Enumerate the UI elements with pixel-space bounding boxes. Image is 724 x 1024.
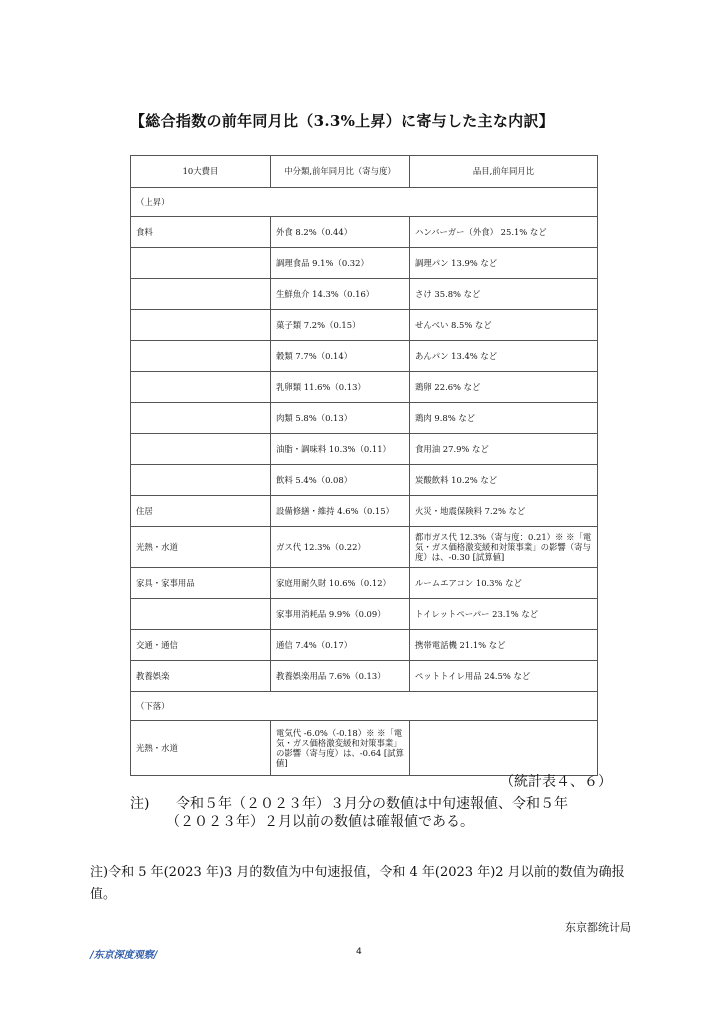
note-jp-line-2: （２０２３年）２月以前の数値は確報値である。 [166,814,474,830]
category-cell: 食料 [131,217,271,248]
table-row [131,341,598,372]
subcategory-cell: 電気代 -6.0%（-0.18）※ ※「電気・ガス価格激変緩和対策事業」の影響（寄与度）は、-0.64 [試算値] [271,721,410,776]
table-row [131,568,598,599]
table-row [131,721,598,776]
item-cell: あんパン 13.4% など [410,341,598,372]
note-chinese: 注)令和 5 年(2023 年)3 月的数值为中旬速报值，令和 4 年(2023 年)2 月以前的数值为确报值。 [90,865,625,902]
item-cell: さけ 35.8% など [410,279,598,310]
subcategory-cell: 外食 8.2%（0.44） [271,217,410,248]
source-reference: （統計表４、６） [500,774,612,790]
table-row [131,661,598,692]
table-row [131,434,598,465]
table-row [131,599,598,630]
category-cell: 家具・家事用品 [131,568,271,599]
category-cell: 教養娯楽 [131,661,271,692]
table-row [131,310,598,341]
category-cell: 光熱・水道 [131,527,271,568]
page-number: 4 [356,947,362,957]
item-cell: 鶏肉 9.8% など [410,403,598,434]
section-row-up [131,188,598,217]
item-cell: 調理パン 13.9% など [410,248,598,279]
table-row [131,465,598,496]
page-title: 【総合指数の前年同月比（3.3%上昇）に寄与した主な内訳】 [130,112,555,130]
subcategory-cell: 家事用消耗品 9.9%（0.09） [271,599,410,630]
category-cell [131,434,271,465]
header-subcategory: 中分類,前年同月比（寄与度） [271,156,410,188]
note-label: 注) [130,796,150,812]
item-cell: ルームエアコン 10.3% など [410,568,598,599]
item-cell: 食用油 27.9% など [410,434,598,465]
item-cell: ペットトイレ用品 24.5% など [410,661,598,692]
table-row [131,496,598,527]
subcategory-cell: 飲料 5.4%（0.08） [271,465,410,496]
subcategory-cell: 肉類 5.8%（0.13） [271,403,410,434]
item-cell: 鶏卵 22.6% など [410,372,598,403]
subcategory-cell: 菓子類 7.2%（0.15） [271,310,410,341]
category-cell [131,599,271,630]
subcategory-cell: 乳卵類 11.6%（0.13） [271,372,410,403]
table-row [131,248,598,279]
subcategory-cell: 穀類 7.7%（0.14） [271,341,410,372]
category-cell [131,465,271,496]
item-cell: 炭酸飲料 10.2% など [410,465,598,496]
subcategory-cell: 油脂・調味料 10.3%（0.11） [271,434,410,465]
table-row [131,527,598,568]
item-cell: 火災・地震保険料 7.2% など [410,496,598,527]
item-cell: 都市ガス代 12.3%（寄与度：0.21）※ ※「電気・ガス価格激変緩和対策事業」の影響（寄与度）は、-0.30 [試算値] [410,527,598,568]
category-cell [131,310,271,341]
note-japanese [130,795,600,831]
item-cell [410,721,598,776]
section-label-down: （下落） [131,692,598,721]
note-jp-line-1 [130,795,600,813]
subcategory-cell: 生鮮魚介 14.3%（0.16） [271,279,410,310]
bureau-name: 东京都统计局 [565,921,631,934]
watermark: /东京深度观察/ [90,950,158,961]
subcategory-cell: 通信 7.4%（0.17） [271,630,410,661]
section-label-up: （上昇） [131,188,598,217]
subcategory-cell: ガス代 12.3%（0.22） [271,527,410,568]
table-row [131,403,598,434]
category-cell [131,341,271,372]
table-row [131,630,598,661]
category-cell: 住居 [131,496,271,527]
subcategory-cell: 教養娯楽用品 7.6%（0.13） [271,661,410,692]
item-cell: ハンバーガー（外食） 25.1% など [410,217,598,248]
table-row [131,279,598,310]
header-category: 10大費目 [131,156,271,188]
breakdown-table [130,155,598,776]
category-cell [131,372,271,403]
category-cell [131,279,271,310]
category-cell [131,248,271,279]
section-row-down [131,692,598,721]
table-row [131,372,598,403]
item-cell: 携帯電話機 21.1% など [410,630,598,661]
table-row [131,217,598,248]
category-cell [131,403,271,434]
category-cell: 光熱・水道 [131,721,271,776]
table-header-row [131,156,598,188]
subcategory-cell: 調理食品 9.1%（0.32） [271,248,410,279]
category-cell: 交通・通信 [131,630,271,661]
subcategory-cell: 設備修繕・維持 4.6%（0.15） [271,496,410,527]
item-cell: トイレットペーパー 23.1% など [410,599,598,630]
header-item: 品目,前年同月比 [410,156,598,188]
note-jp-text-1: 令和５年（２０２３年）３月分の数値は中旬速報値、令和５年 [176,796,568,812]
subcategory-cell: 家庭用耐久財 10.6%（0.12） [271,568,410,599]
item-cell: せんべい 8.5% など [410,310,598,341]
